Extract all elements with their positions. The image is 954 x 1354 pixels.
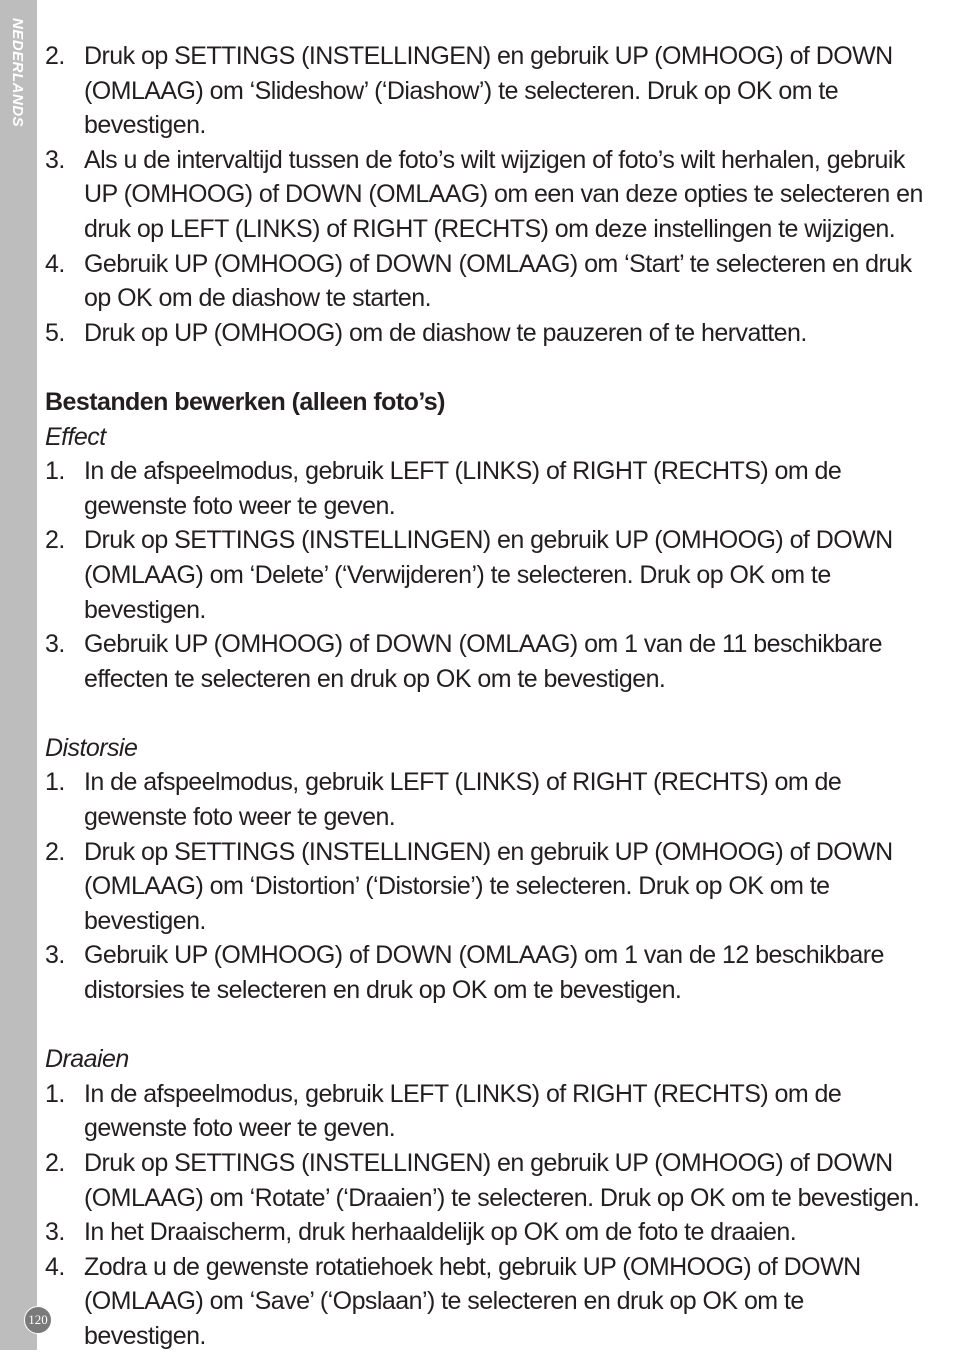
section-heading: Bestanden bewerken (alleen foto’s) [45,387,445,416]
list-item [45,1215,925,1250]
step-text: Gebruik UP (OMHOOG) of DOWN (OMLAAG) om ‘Start’ te selecteren en druk op OK om de diashow te starten. [84,249,912,313]
list-item [45,316,925,351]
list-item [45,454,925,523]
step-text: Druk op SETTINGS (INSTELLINGEN) en gebruik UP (OMHOOG) of DOWN (OMLAAG) om ‘Distortion’ (‘Distorsie’) te selecteren. Druk op OK om te bevestigen. [84,837,893,935]
step-text: Zodra u de gewenste rotatiehoek hebt, gebruik UP (OMHOOG) of DOWN (OMLAAG) om ‘Save’ (‘Opslaan’) te selecteren en druk op OK om te bevestigen. [84,1252,861,1350]
step-number: 3. [45,630,65,659]
step-number: 3. [45,145,65,174]
list-item [45,1077,925,1146]
distorsie-steps-list [45,765,925,1007]
list-item [45,627,925,696]
language-side-tab [0,0,37,1350]
page-number-badge: 120 [24,1306,52,1334]
list-item [45,1250,925,1354]
draaien-steps-list [45,1077,925,1354]
step-number: 2. [45,1149,65,1177]
list-item [45,39,925,143]
step-text: Gebruik UP (OMHOOG) of DOWN (OMLAAG) om 1 van de 11 beschikbare effecten te selecteren en druk op OK om te bevestigen. [84,630,883,693]
distorsie-subheading: Distorsie [45,733,138,762]
effect-steps-list [45,454,925,696]
list-item [45,765,925,834]
step-number: 2. [45,837,65,866]
step-text: Druk op SETTINGS (INSTELLINGEN) en gebruik UP (OMHOOG) of DOWN (OMLAAG) om ‘Rotate’ (‘Draaien’) te selecteren. Druk op OK om te bevestigen. [84,1149,920,1212]
step-number: 3. [45,941,65,970]
step-number: 4. [45,1252,65,1281]
step-text: Druk op SETTINGS (INSTELLINGEN) en gebruik UP (OMHOOG) of DOWN (OMLAAG) om ‘Delete’ (‘Verwijderen’) te selecteren. Druk op OK om te bevestigen. [84,526,893,624]
list-item [45,523,925,627]
page-content [45,39,925,1354]
step-number: 3. [45,1218,65,1247]
list-item [45,1146,925,1215]
step-number: 2. [45,42,65,70]
step-text: Als u de intervaltijd tussen de foto’s wilt wijzigen of foto’s wilt herhalen, gebruik UP (OMHOOG) of DOWN (OMLAAG) om een van deze opties te selecteren en druk op LEFT (LINKS) of RIGHT (RECHTS) om deze instellingen te wijzigen. [84,145,923,243]
step-text: Gebruik UP (OMHOOG) of DOWN (OMLAAG) om 1 van de 12 beschikbare distorsies te selecteren en druk op OK om te bevestigen. [84,941,884,1005]
step-text: In de afspeelmodus, gebruik LEFT (LINKS) of RIGHT (RECHTS) om de gewenste foto weer te geven. [84,1079,842,1143]
step-number: 4. [45,249,65,278]
step-number: 2. [45,526,65,555]
step-text: Druk op UP (OMHOOG) om de diashow te pauzeren of te hervatten. [84,318,807,347]
list-item [45,938,925,1007]
list-item [45,835,925,939]
effect-subheading: Effect [45,422,106,451]
step-text: In de afspeelmodus, gebruik LEFT (LINKS) of RIGHT (RECHTS) om de gewenste foto weer te geven. [84,457,842,520]
step-number: 1. [45,768,65,797]
step-number: 1. [45,457,65,486]
language-label: NEDERLANDS [9,18,26,128]
draaien-subheading: Draaien [45,1045,129,1074]
step-number: 1. [45,1079,65,1108]
step-text: In het Draaischerm, druk herhaaldelijk op OK om de foto te draaien. [84,1218,797,1247]
step-text: Druk op SETTINGS (INSTELLINGEN) en gebruik UP (OMHOOG) of DOWN (OMLAAG) om ‘Slideshow’ (‘Diashow’) te selecteren. Druk op OK om te bevestigen. [84,42,893,140]
step-text: In de afspeelmodus, gebruik LEFT (LINKS) of RIGHT (RECHTS) om de gewenste foto weer te geven. [84,768,842,832]
intro-steps-list [45,39,925,350]
list-item [45,247,925,316]
step-number: 5. [45,318,65,347]
list-item [45,143,925,247]
